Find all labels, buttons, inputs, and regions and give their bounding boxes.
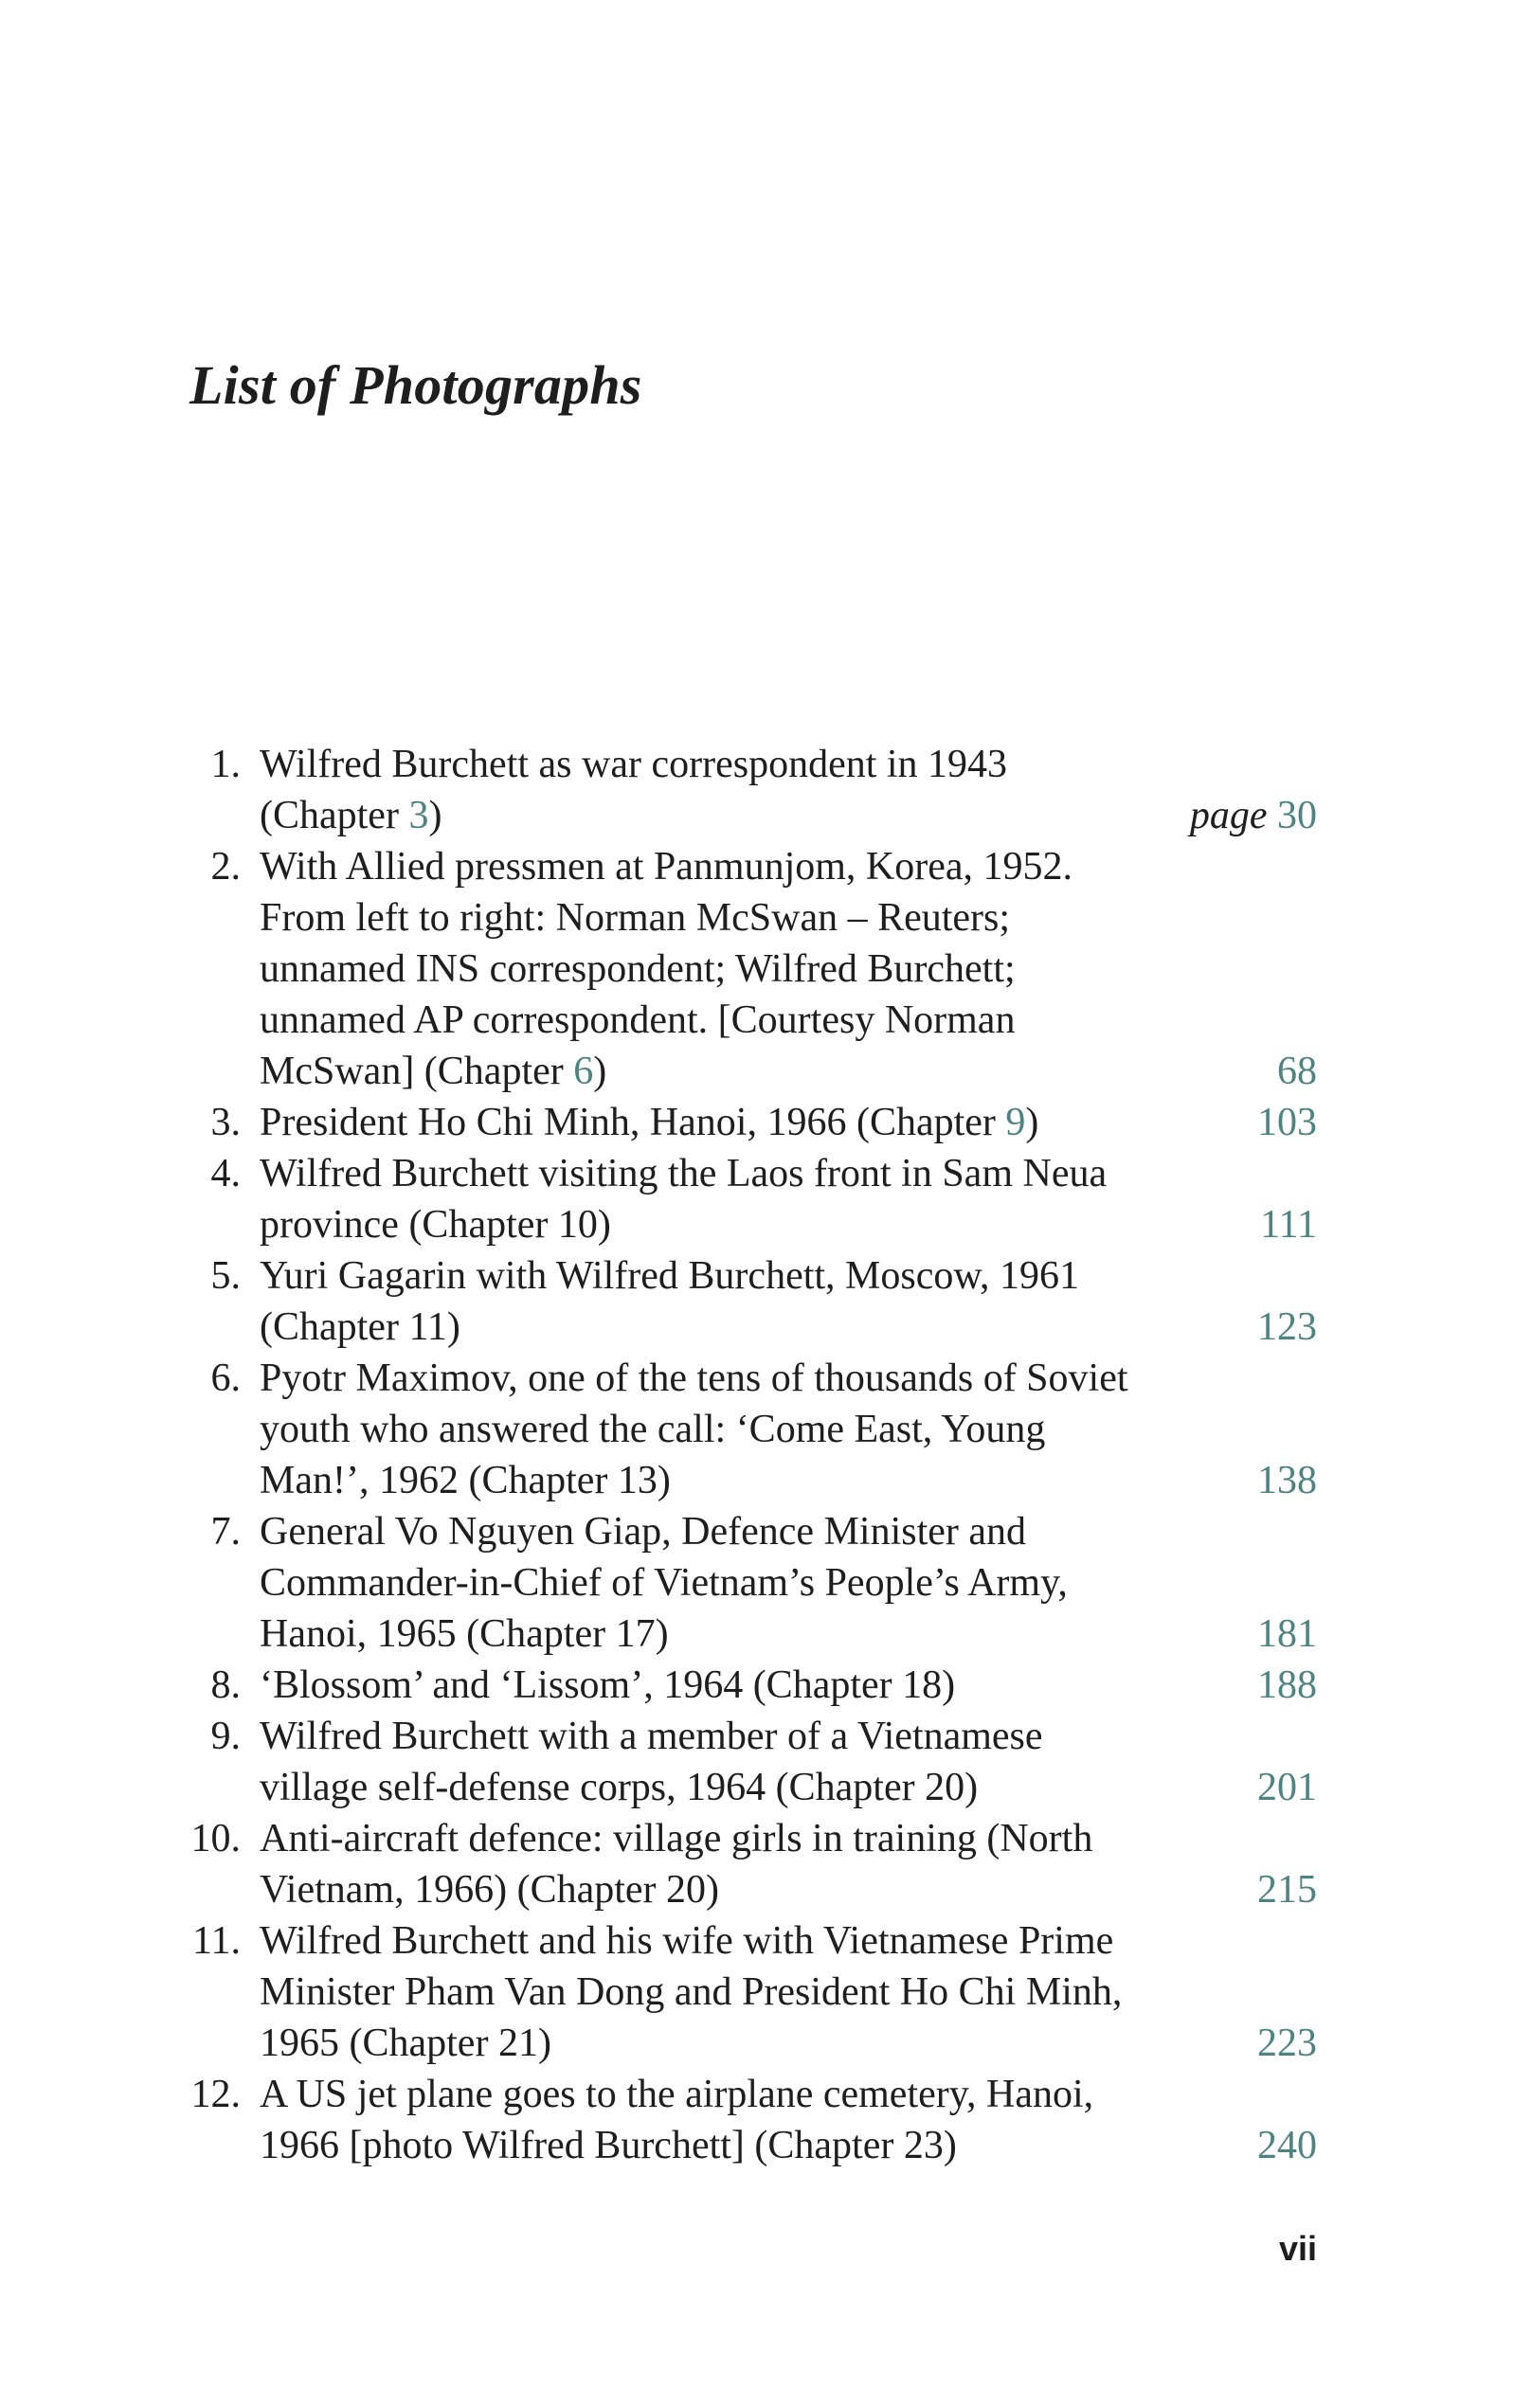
page-word: page	[1189, 794, 1268, 837]
page-link[interactable]: 68	[1277, 1050, 1317, 1093]
caption-line: Commander-in-Chief of Vietnam’s People’s Army,	[260, 1561, 1068, 1605]
entry-number: 1.	[210, 743, 241, 786]
page-title: List of Photographs	[189, 354, 642, 416]
caption-text-end: )	[1025, 1101, 1039, 1144]
page-ref	[1257, 1455, 1317, 1506]
caption-line: From left to right: Norman McSwan – Reuters;	[260, 896, 1011, 940]
caption-last-line	[260, 2018, 1317, 2069]
page-link[interactable]: 223	[1257, 2022, 1317, 2065]
caption-line: Wilfred Burchett and his wife with Vietnamese Prime	[260, 1919, 1114, 1963]
page-ref	[1257, 1762, 1317, 1813]
caption-text: (Chapter 11)	[260, 1305, 460, 1349]
photo-entry	[180, 1250, 1317, 1353]
page-ref	[1257, 1660, 1317, 1711]
caption-line: A US jet plane goes to the airplane cemetery, Hanoi,	[260, 2073, 1094, 2116]
caption-last-line	[260, 1097, 1317, 1148]
page-link[interactable]: 188	[1257, 1663, 1317, 1707]
caption-text-end: )	[593, 1050, 607, 1093]
caption-line: General Vo Nguyen Giap, Defence Minister and	[260, 1510, 1027, 1554]
caption-text: (Chapter	[260, 794, 409, 837]
photo-entry	[180, 1506, 1317, 1660]
caption-last-line	[260, 1199, 1317, 1250]
page-ref	[1190, 790, 1317, 841]
page-ref	[1257, 1864, 1317, 1915]
page-link[interactable]: 111	[1260, 1203, 1317, 1247]
page-ref	[1257, 1302, 1317, 1353]
caption-line: Wilfred Burchett as war correspondent in 1943	[260, 743, 1008, 786]
photo-list	[180, 739, 1317, 2171]
caption-line: Pyotr Maximov, one of the tens of thousands of Soviet	[260, 1357, 1128, 1400]
entry-number: 7.	[210, 1510, 241, 1554]
page-ref	[1257, 1097, 1317, 1148]
caption-text: 1965 (Chapter 21)	[260, 2022, 551, 2065]
caption-last-line	[260, 1046, 1317, 1097]
photo-entry	[180, 1813, 1317, 1915]
entry-number: 5.	[210, 1254, 241, 1298]
caption-line: Wilfred Burchett visiting the Laos front in Sam Neua	[260, 1152, 1108, 1195]
photo-entry	[180, 2069, 1317, 2171]
caption-line: unnamed INS correspondent; Wilfred Burchett;	[260, 947, 1016, 991]
caption-line: unnamed AP correspondent. [Courtesy Norman	[260, 998, 1016, 1042]
entry-number: 2.	[210, 845, 241, 889]
photo-entry	[180, 1660, 1317, 1711]
caption-last-line	[260, 1660, 1317, 1711]
page-link[interactable]: 30	[1277, 794, 1317, 837]
entry-number: 4.	[210, 1152, 241, 1195]
caption-text: Man!’, 1962 (Chapter 13)	[260, 1459, 671, 1502]
caption-line: Yuri Gagarin with Wilfred Burchett, Moscow, 1961	[260, 1254, 1079, 1298]
chapter-link[interactable]: 3	[408, 794, 429, 837]
page-link[interactable]: 181	[1257, 1612, 1317, 1656]
caption-last-line	[260, 1608, 1317, 1660]
caption-last-line	[260, 2120, 1317, 2171]
caption-text: village self-defense corps, 1964 (Chapter 20)	[260, 1766, 979, 1809]
photo-entry	[180, 1711, 1317, 1813]
entry-number: 11.	[192, 1919, 241, 1963]
entry-number: 3.	[210, 1101, 241, 1144]
page-link[interactable]: 201	[1257, 1766, 1317, 1809]
entry-number: 10.	[190, 1817, 241, 1860]
caption-line: Minister Pham Van Dong and President Ho Chi Minh,	[260, 1970, 1123, 2014]
caption-last-line	[260, 1302, 1317, 1353]
chapter-link[interactable]: 6	[573, 1050, 594, 1093]
photo-entry	[180, 1097, 1317, 1148]
caption-text: Vietnam, 1966) (Chapter 20)	[260, 1868, 720, 1912]
photo-entry	[180, 841, 1317, 1097]
caption-text: President Ho Chi Minh, Hanoi, 1966 (Chapter	[260, 1101, 1006, 1144]
caption-line: With Allied pressmen at Panmunjom, Korea, 1952.	[260, 845, 1073, 889]
caption-text: 1966 [photo Wilfred Burchett] (Chapter 23)	[260, 2124, 957, 2167]
page-link[interactable]: 138	[1257, 1459, 1317, 1502]
caption-text-end: )	[428, 794, 442, 837]
photo-entry	[180, 1353, 1317, 1506]
page-link[interactable]: 123	[1257, 1305, 1317, 1349]
entry-number: 6.	[210, 1357, 241, 1400]
caption-line: Anti-aircraft defence: village girls in training (North	[260, 1817, 1093, 1860]
caption-line: youth who answered the call: ‘Come East, Young	[260, 1408, 1046, 1451]
caption-last-line	[260, 1455, 1317, 1506]
chapter-link[interactable]: 9	[1005, 1101, 1026, 1144]
page-ref	[1257, 2018, 1317, 2069]
page-ref	[1257, 2120, 1317, 2171]
caption-last-line	[260, 1864, 1317, 1915]
page-link[interactable]: 240	[1257, 2124, 1317, 2167]
caption-text: McSwan] (Chapter	[260, 1050, 574, 1093]
caption-line: Wilfred Burchett with a member of a Vietnamese	[260, 1715, 1043, 1758]
photo-entry	[180, 739, 1317, 841]
page-link[interactable]: 103	[1257, 1101, 1317, 1144]
entry-number: 12.	[190, 2073, 241, 2116]
caption-text: Hanoi, 1965 (Chapter 17)	[260, 1612, 669, 1656]
entry-number: 8.	[210, 1663, 241, 1707]
page-link[interactable]: 215	[1257, 1868, 1317, 1912]
page-number: vii	[1278, 2229, 1317, 2268]
photo-entry	[180, 1148, 1317, 1250]
photo-entry	[180, 1915, 1317, 2069]
caption-last-line	[260, 1762, 1317, 1813]
page-ref	[1257, 1608, 1317, 1660]
caption-last-line	[260, 790, 1317, 841]
entry-number: 9.	[210, 1715, 241, 1758]
caption-text: province (Chapter 10)	[260, 1203, 611, 1247]
caption-text: ‘Blossom’ and ‘Lissom’, 1964 (Chapter 18)	[260, 1663, 956, 1707]
page-ref	[1260, 1199, 1317, 1250]
page-ref	[1277, 1046, 1317, 1097]
